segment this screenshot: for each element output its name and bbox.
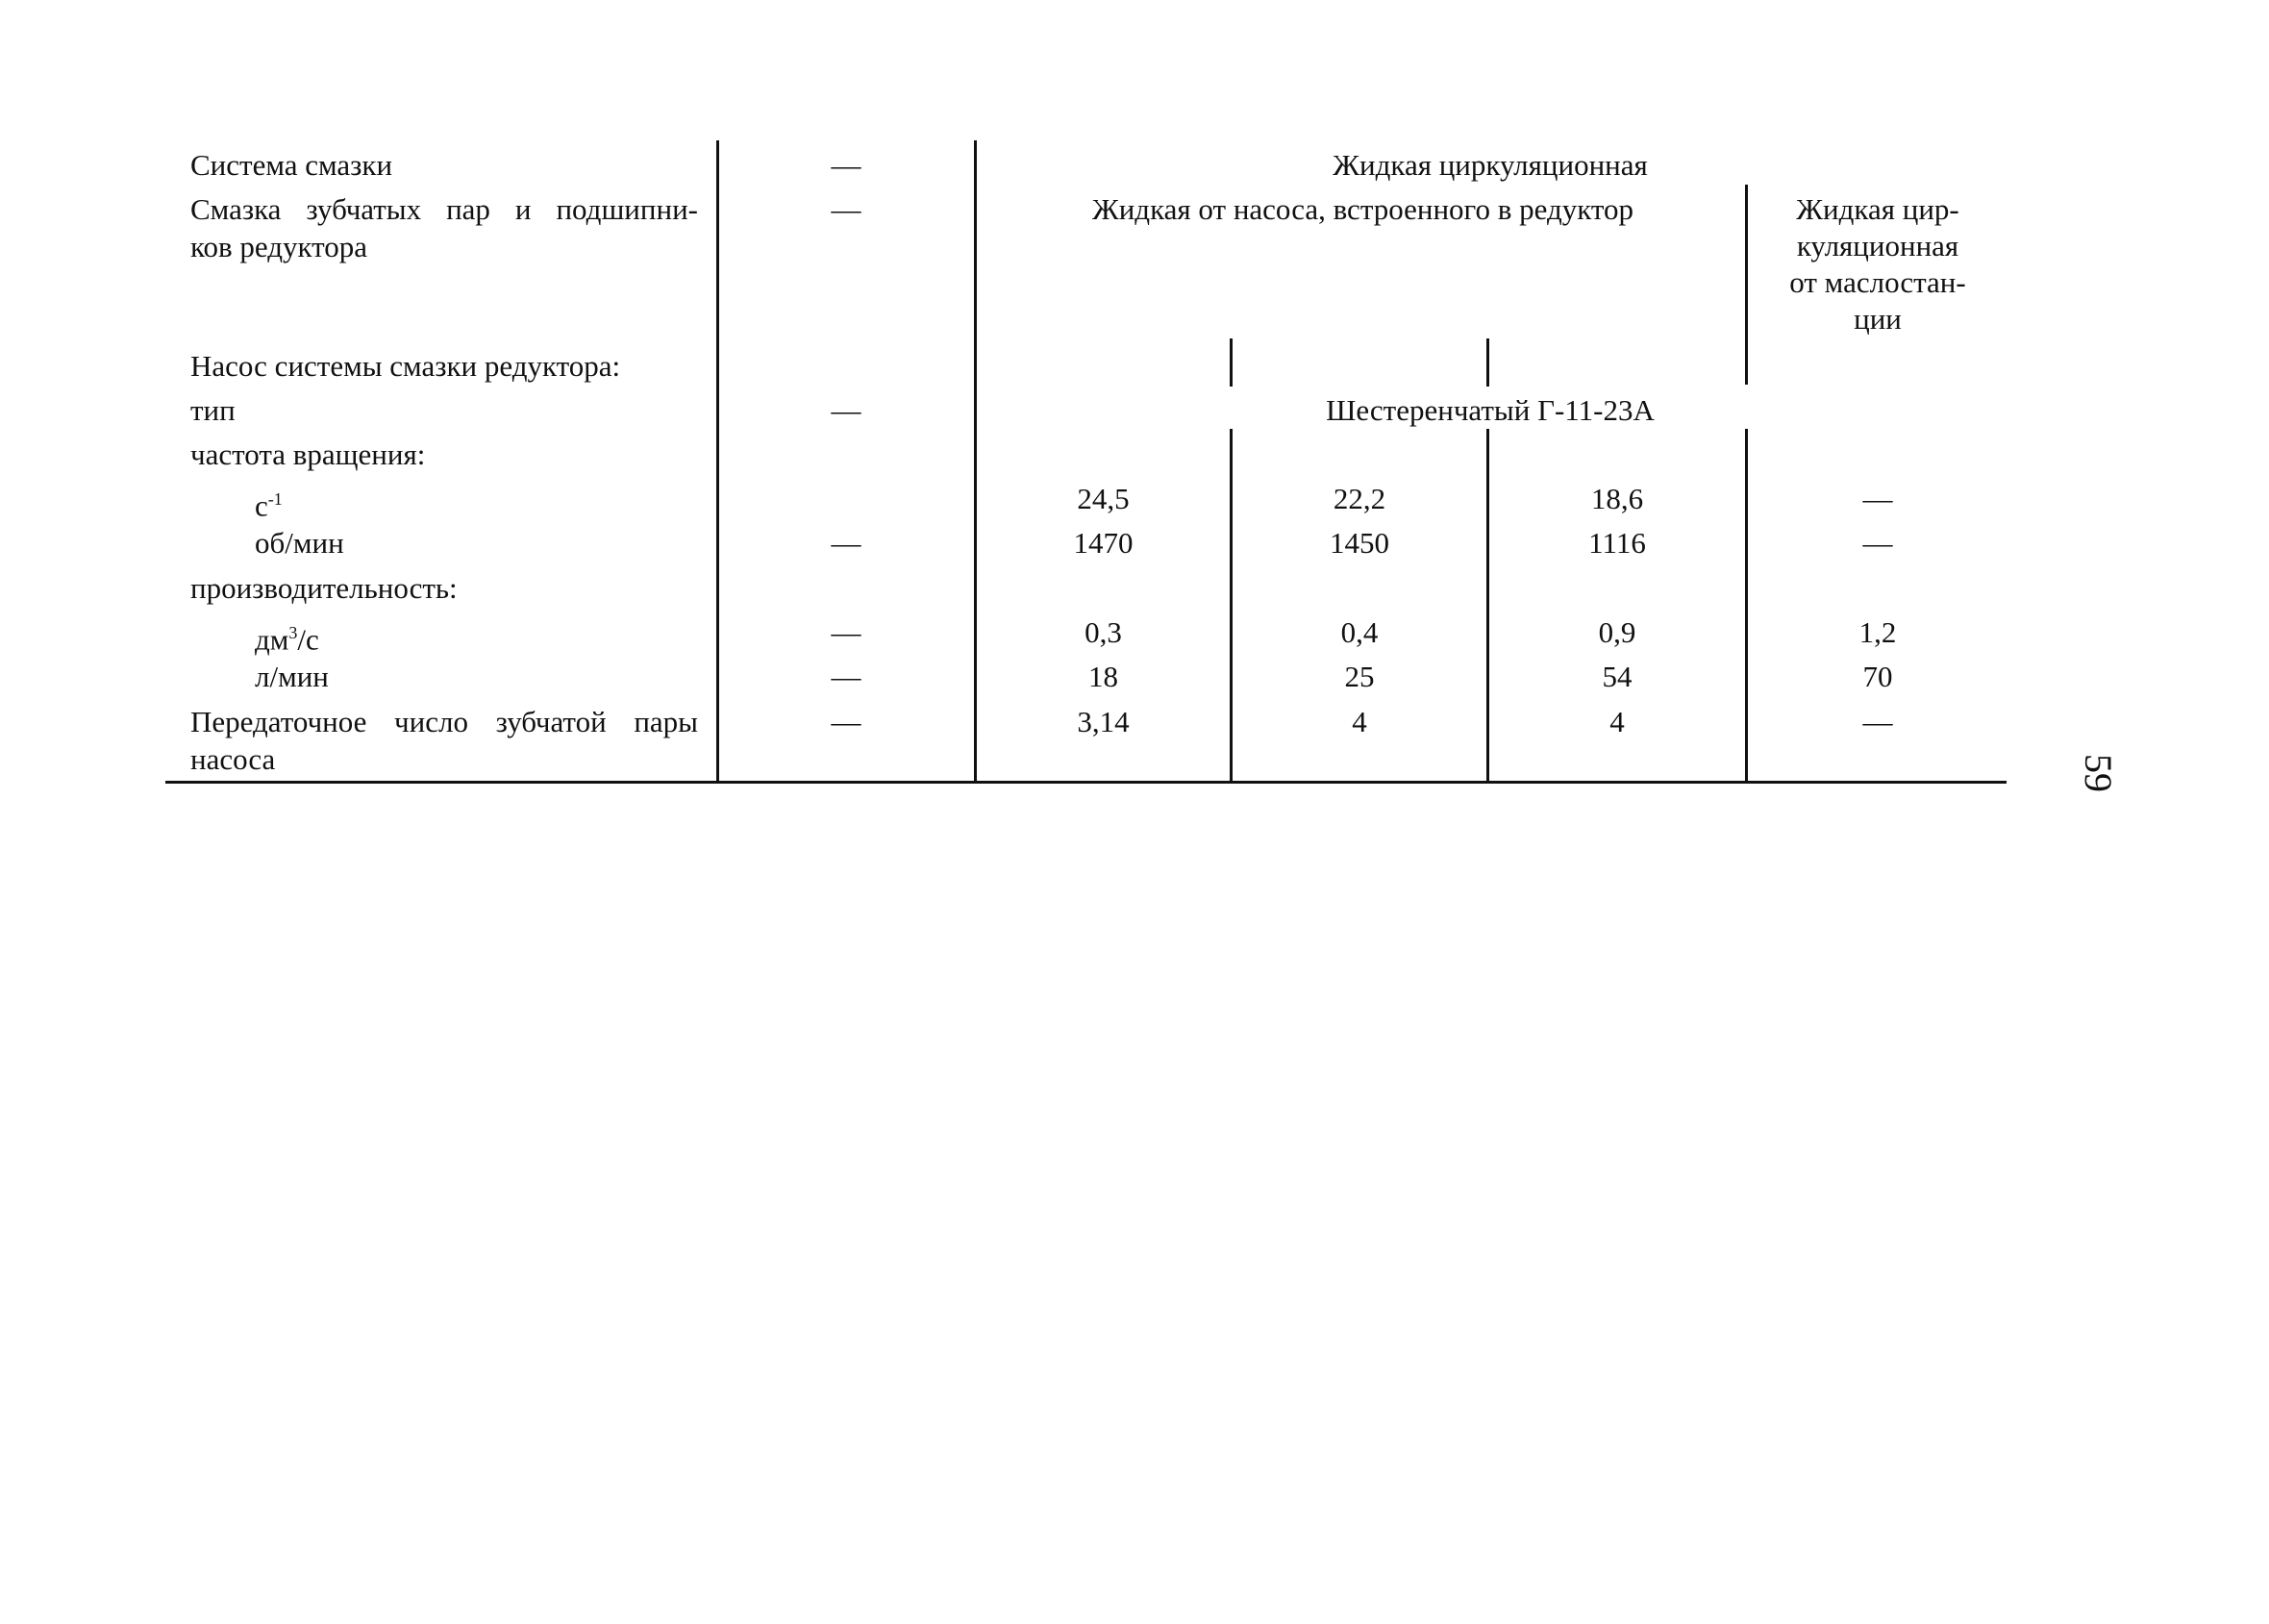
dash-cell: — bbox=[831, 615, 861, 649]
dash-cell: — bbox=[831, 192, 861, 226]
gear-lubrication-value-last-line1: Жидкая цир- bbox=[1796, 192, 1959, 226]
cap-lmin-value-2: 25 bbox=[1344, 660, 1375, 693]
row-label-cap-lmin: л/мин bbox=[255, 660, 329, 693]
gear-lubrication-value-last-line4: ции bbox=[1854, 302, 1902, 336]
unit-superscript: 3 bbox=[288, 623, 298, 642]
cap-lmin-value-1: 18 bbox=[1088, 660, 1118, 693]
row-label-gear-ratio-line1: Передаточное число зубчатой пары bbox=[190, 705, 698, 738]
gear-lubrication-value-last-line3: от маслостан- bbox=[1789, 265, 1966, 299]
page-number: 59 bbox=[2077, 754, 2120, 792]
cap-dm3s-value-3: 0,9 bbox=[1598, 615, 1636, 649]
pump-type-value: Шестеренчатый Г-11-23А bbox=[1326, 393, 1655, 427]
column-divider-3a bbox=[1230, 338, 1233, 387]
row-label-pump: Насос системы смазки редуктора: bbox=[190, 349, 621, 383]
gear-ratio-value-3: 4 bbox=[1609, 705, 1625, 738]
row-label-cap-dm3s bbox=[255, 614, 319, 658]
row-label-freq-rpm: об/мин bbox=[255, 526, 344, 560]
row-label-gear-bearing-lubrication-line2: ков редуктора bbox=[190, 230, 368, 263]
row-label-rotation-frequency: частота вращения: bbox=[190, 437, 426, 471]
column-divider-1 bbox=[716, 140, 719, 783]
unit-base: с bbox=[255, 488, 268, 523]
gear-ratio-value-2: 4 bbox=[1352, 705, 1367, 738]
row-label-freq-s bbox=[255, 481, 283, 524]
freq-s-value-3: 18,6 bbox=[1590, 482, 1644, 515]
cap-dm3s-value-4: 1,2 bbox=[1858, 615, 1897, 649]
dash-cell: — bbox=[831, 148, 861, 182]
unit-tail: /с bbox=[297, 622, 319, 657]
gear-ratio-value-1: 3,14 bbox=[1077, 705, 1130, 738]
gear-lubrication-value-last-line2: куляционная bbox=[1796, 229, 1959, 262]
freq-s-value-1: 24,5 bbox=[1077, 482, 1130, 515]
freq-rpm-value-2: 1450 bbox=[1330, 526, 1389, 560]
row-label-pump-type: тип bbox=[190, 393, 236, 427]
row-label-gear-bearing-lubrication-line1: Смазка зубчатых пар и подшипни- bbox=[190, 192, 698, 226]
row-label-lubrication-system: Система смазки bbox=[190, 148, 393, 182]
cap-lmin-value-3: 54 bbox=[1602, 660, 1633, 693]
unit-base: дм bbox=[255, 622, 289, 657]
freq-rpm-value-1: 1470 bbox=[1073, 526, 1134, 560]
dash-cell: — bbox=[831, 526, 861, 560]
freq-s-value-2: 22,2 bbox=[1333, 482, 1386, 515]
cap-dm3s-value-2: 0,4 bbox=[1340, 615, 1379, 649]
unit-superscript: -1 bbox=[267, 489, 283, 509]
cap-dm3s-value-1: 0,3 bbox=[1085, 615, 1122, 649]
row-label-capacity: производительность: bbox=[190, 571, 458, 605]
column-divider-4a bbox=[1486, 338, 1489, 387]
gear-lubrication-value-main: Жидкая от насоса, встроенного в редуктор bbox=[1091, 192, 1634, 226]
cap-lmin-value-4: 70 bbox=[1862, 660, 1893, 693]
dash-cell: — bbox=[831, 660, 861, 693]
gear-ratio-value-4: — bbox=[1862, 705, 1893, 738]
lubrication-system-value: Жидкая циркуляционная bbox=[1333, 148, 1648, 182]
freq-s-value-4: — bbox=[1862, 482, 1893, 515]
dash-cell: — bbox=[831, 393, 861, 427]
freq-rpm-value-4: — bbox=[1862, 526, 1893, 560]
row-label-gear-ratio-line2: насоса bbox=[190, 742, 276, 776]
table-bottom-rule bbox=[165, 781, 2007, 784]
dash-cell: — bbox=[831, 705, 861, 738]
freq-rpm-value-3: 1116 bbox=[1588, 526, 1646, 560]
